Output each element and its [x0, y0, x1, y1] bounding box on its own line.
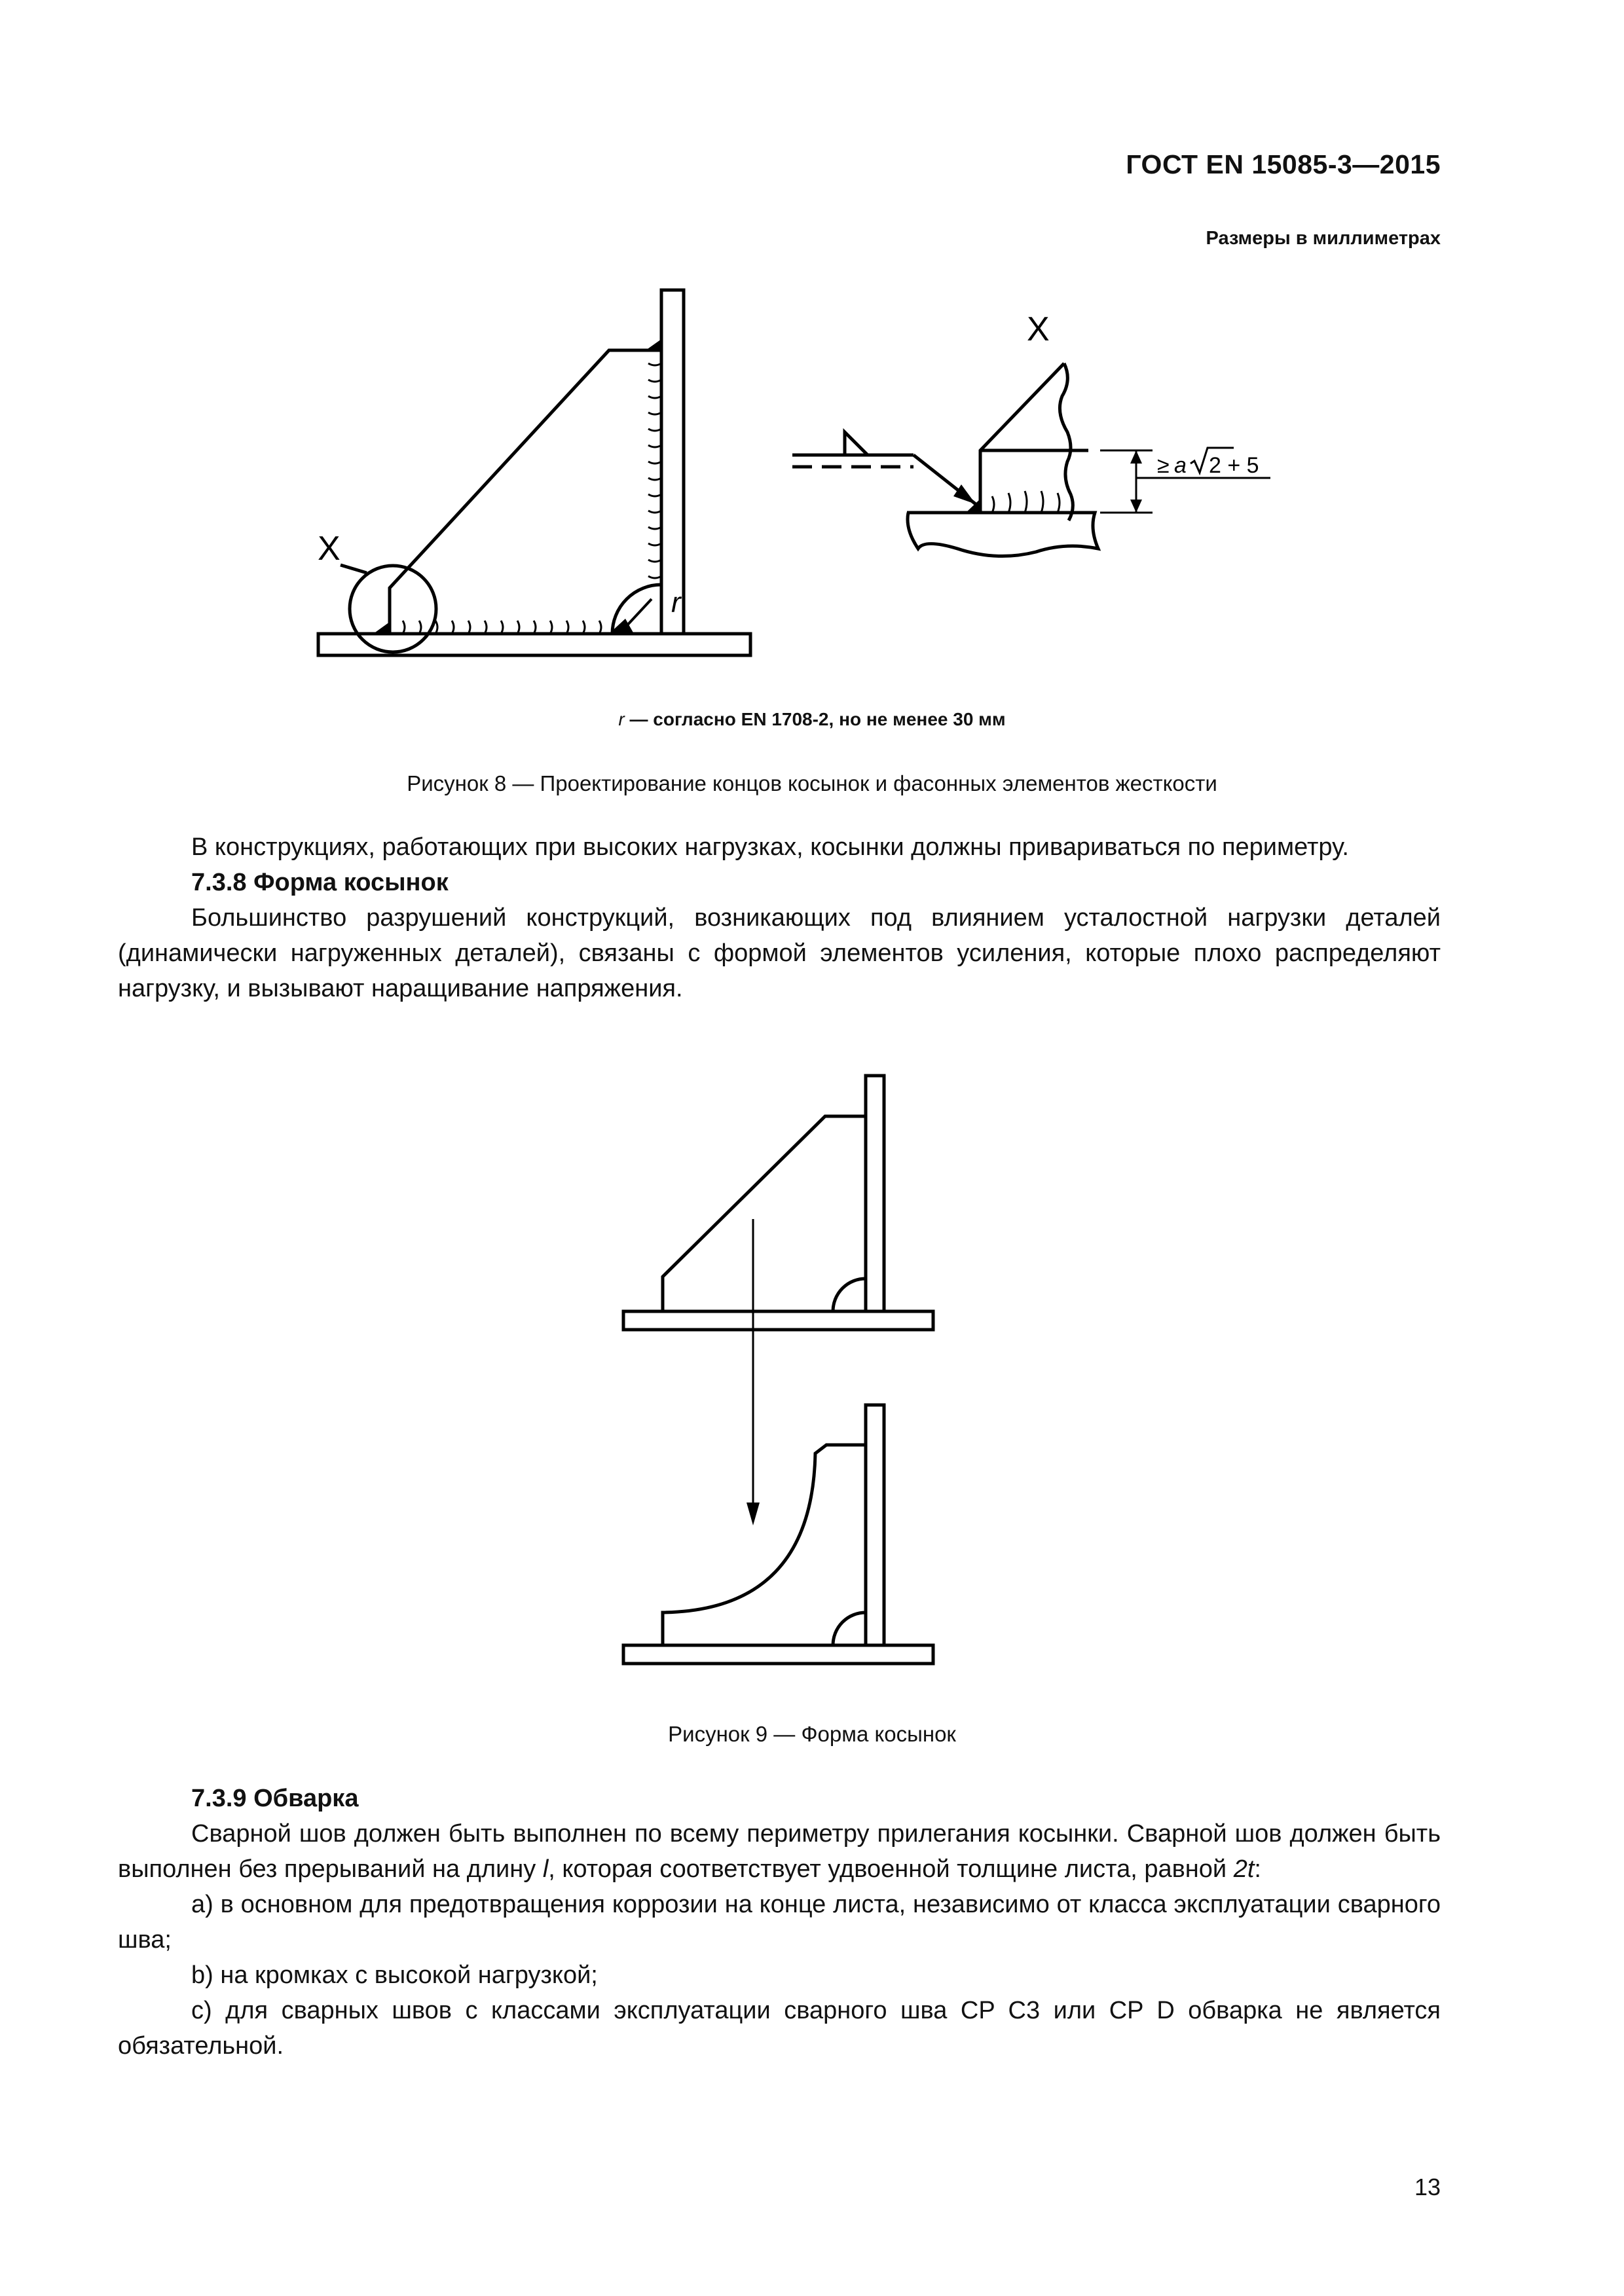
figure-9-caption: Рисунок 9 — Форма косынок — [668, 1722, 956, 1746]
detail-gusset — [980, 363, 1064, 513]
top-corner-arc — [833, 1279, 866, 1311]
bottom-gusset-outline — [663, 1445, 866, 1645]
gusset-outline — [390, 350, 661, 634]
var-2t: 2t — [1233, 1855, 1255, 1883]
figure-9-drawing — [0, 1048, 1624, 1676]
bottom-vertical-plate — [866, 1405, 884, 1645]
list-item-a: a) в основном для предотвращения коррозии на конце листа, независимо от класса эксплуатации сварного шва; — [118, 1891, 1441, 1954]
figure-8-note — [0, 709, 1624, 730]
dimension-rest: 2 + 5 — [1209, 453, 1259, 478]
dimension-a: a — [1174, 453, 1187, 478]
detail-label-main: X — [318, 530, 341, 568]
note-variable: r — [618, 709, 625, 729]
detail-label-detail: X — [1027, 310, 1050, 348]
heading-7-3-8: 7.3.8 Форма косынок — [191, 869, 449, 896]
text-part: : — [1254, 1855, 1261, 1883]
text-part: Сварной шов должен быть выполнен по всему периметру прилегания косынки. Сварной шов должен быть выполнен без прерываний на длину — [118, 1820, 1441, 1883]
body-section-1 — [118, 829, 1441, 1006]
top-gusset-outline — [663, 1116, 866, 1311]
vertical-plate — [661, 290, 684, 634]
radius-label: r — [671, 587, 681, 619]
text-part: , которая соответствует удвоенной толщине листа, равной — [548, 1855, 1234, 1883]
units-note: Размеры в миллиметрах — [1206, 228, 1441, 249]
figure-8-caption: Рисунок 8 — Проектирование концов косынок и фасонных элементов жесткости — [407, 771, 1217, 795]
paragraph-perimeter: В конструкциях, работающих при высоких нагрузках, косынки должны привариваться по периметру. — [191, 833, 1349, 861]
heading-7-3-9: 7.3.9 Обварка — [191, 1785, 359, 1812]
detail-break-line-top — [1060, 363, 1073, 520]
list-item-b: b) на кромках с высокой нагрузкой; — [191, 1961, 598, 1989]
var-l: l — [542, 1855, 549, 1883]
page-number: 13 — [1414, 2174, 1441, 2200]
top-base-plate — [623, 1311, 933, 1330]
top-vertical-plate — [866, 1076, 884, 1311]
dimension-ge: ≥ — [1157, 453, 1170, 478]
list-item-c: c) для сварных швов с классами эксплуатации сварного шва CP C3 или CP D обварка не является обязательной. — [118, 1997, 1441, 2060]
paragraph-weld-perimeter — [118, 1816, 1441, 1887]
note-text: — согласно EN 1708-2, но не менее 30 мм — [624, 709, 1006, 729]
detail-circle — [350, 566, 436, 652]
bottom-corner-arc — [833, 1613, 866, 1645]
radius-arrow — [625, 599, 652, 627]
bottom-base-plate — [623, 1645, 933, 1664]
figure-8-drawing — [0, 0, 1624, 694]
body-section-2 — [118, 1781, 1441, 2064]
paragraph-gusset-shape: Большинство разрушений конструкций, возникающих под влиянием усталостной нагрузки деталей (динамически нагруженных деталей), связаны с формой элементов усиления, которые плохо распределяют нагрузку, и вызывают наращивание напряжения. — [118, 904, 1441, 1002]
document-code: ГОСТ EN 15085-3—2015 — [1126, 149, 1441, 179]
